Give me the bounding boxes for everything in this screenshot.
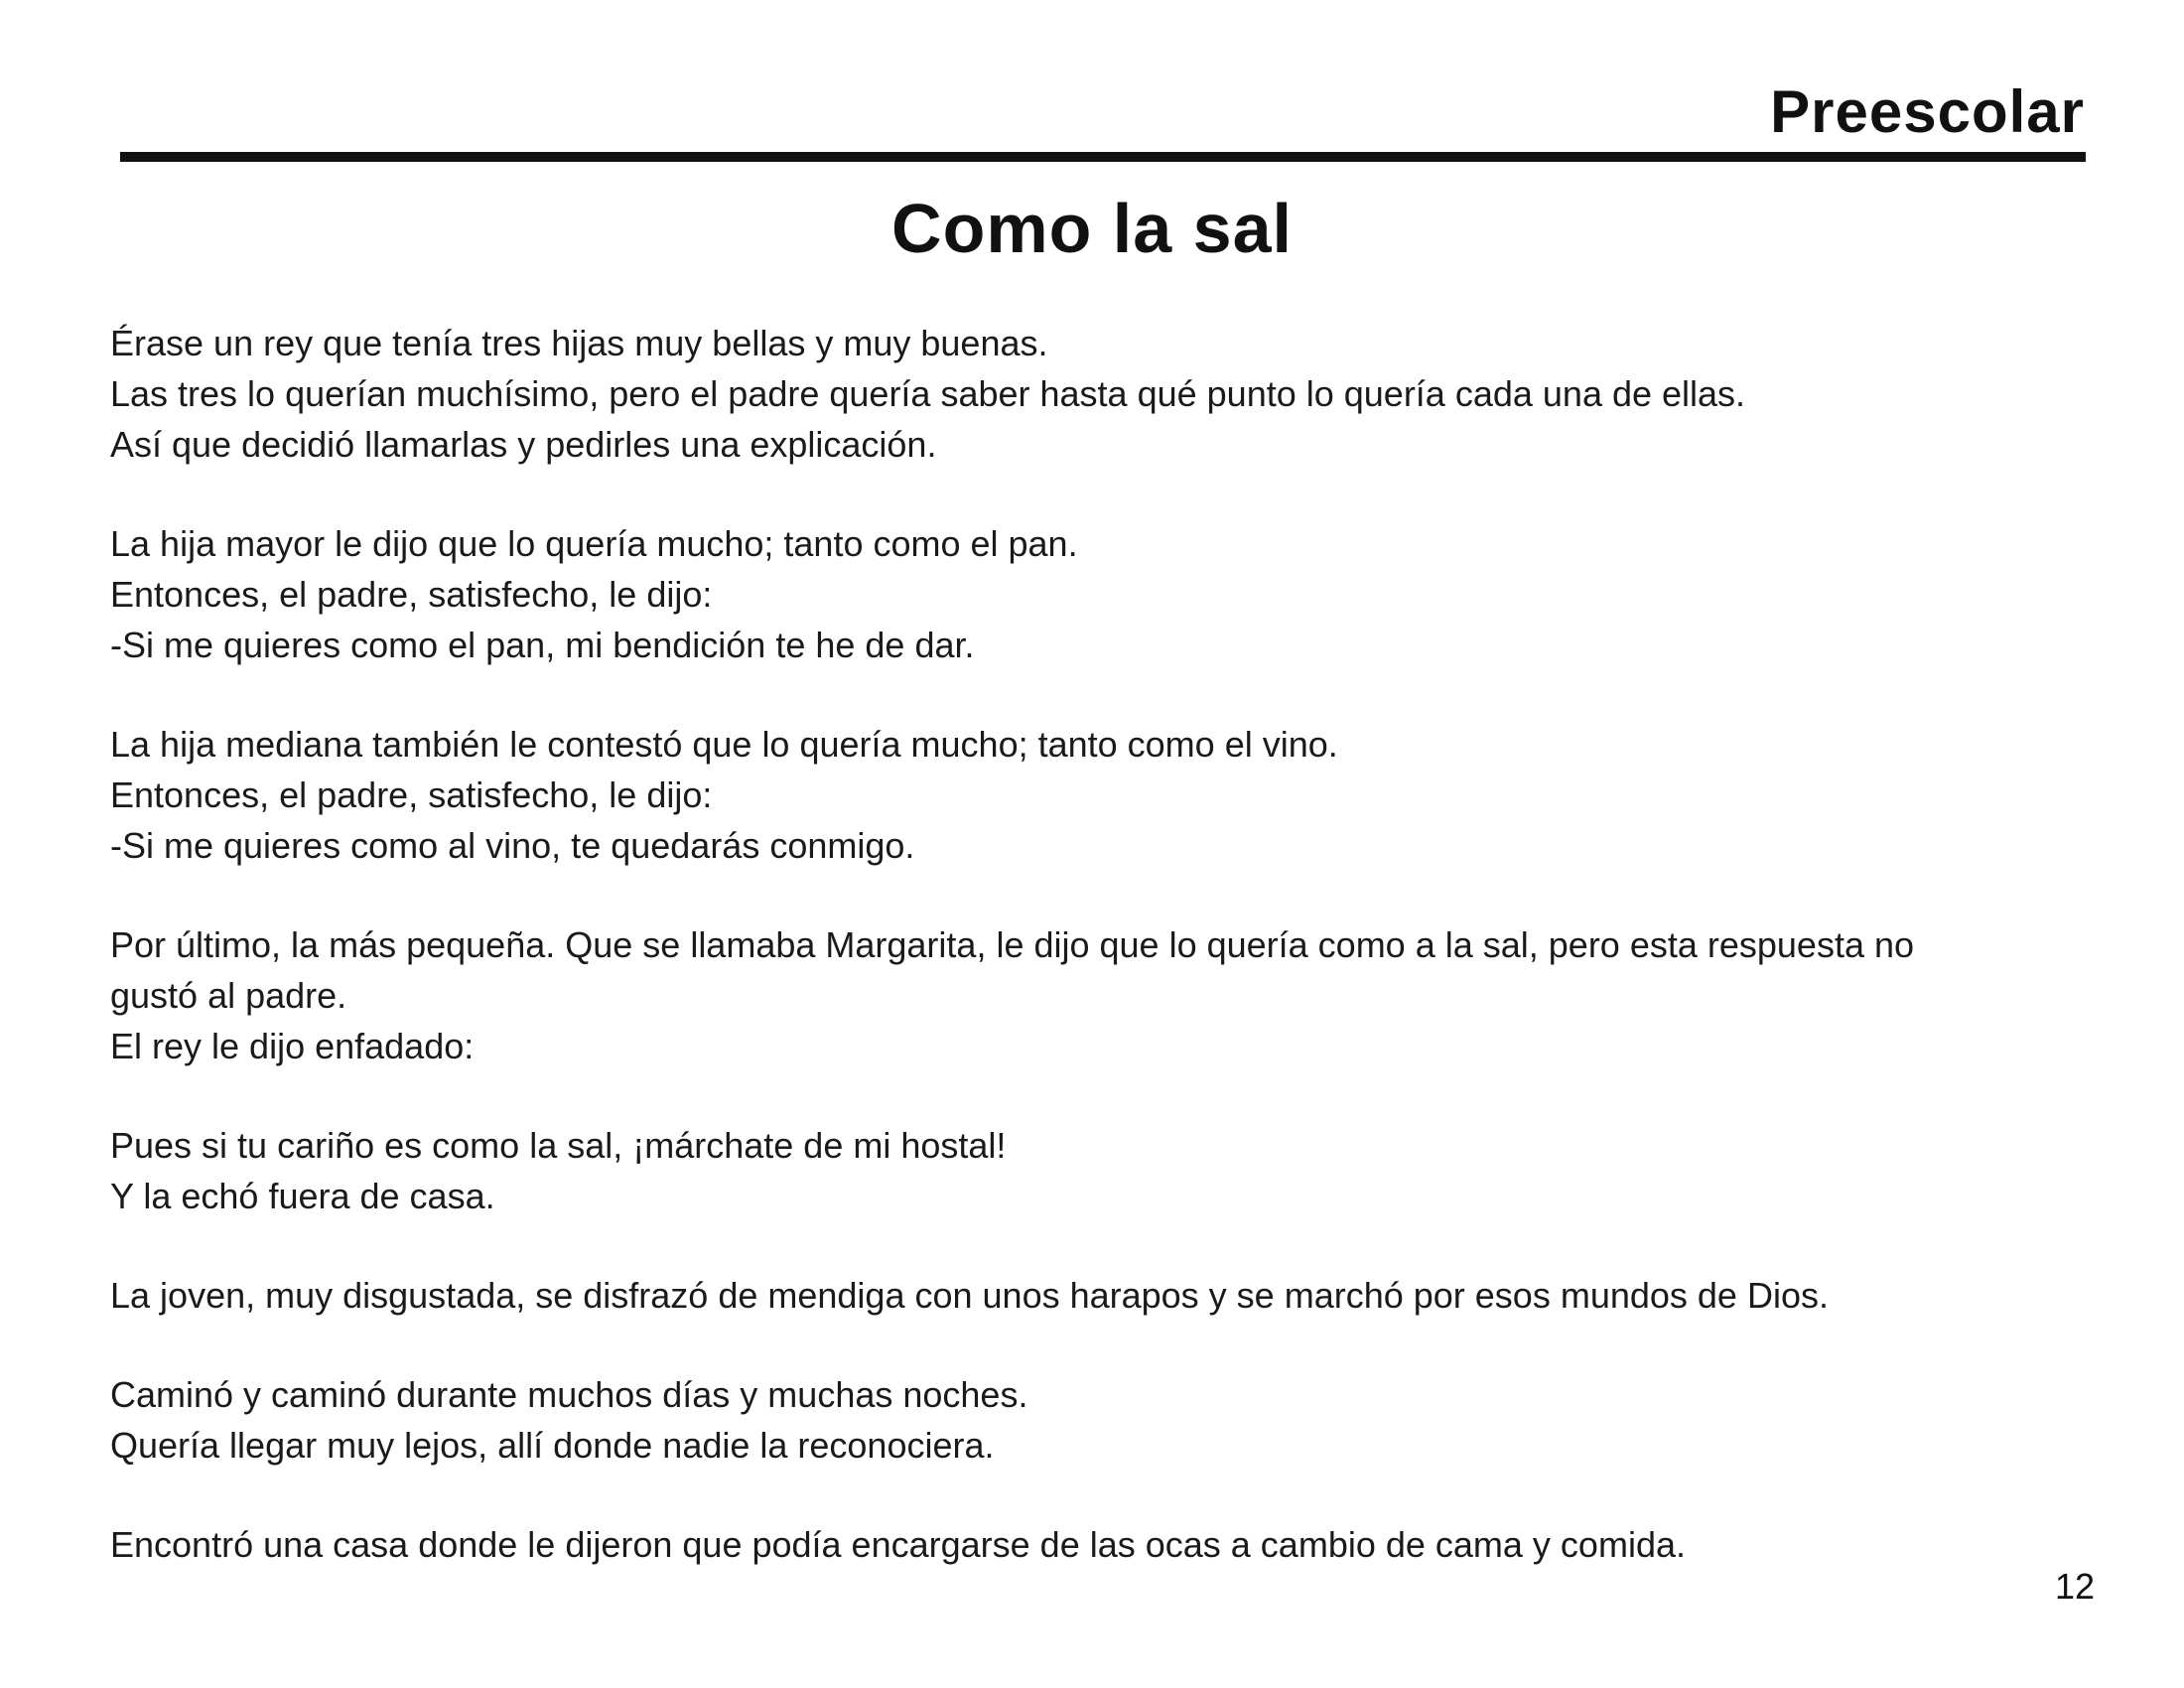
text-line: Así que decidió llamarlas y pedirles una explicación. xyxy=(110,424,937,465)
text-line: La hija mediana también le contestó que lo quería mucho; tanto como el vino. xyxy=(110,724,1338,765)
text-line: Caminó y caminó durante muchos días y muchas noches. xyxy=(110,1374,1028,1415)
text-line: Y la echó fuera de casa. xyxy=(110,1176,495,1216)
text-line: Pues si tu cariño es como la sal, ¡márchate de mi hostal! xyxy=(110,1125,1007,1166)
paragraph xyxy=(110,719,2096,871)
text-line: -Si me quieres como al vino, te quedarás conmigo. xyxy=(110,825,915,866)
text-line: Entonces, el padre, satisfecho, le dijo: xyxy=(110,574,713,615)
section-label: Preescolar xyxy=(1770,78,2085,145)
paragraph xyxy=(110,1120,2096,1221)
text-line: Por último, la más pequeña. Que se llamaba Margarita, le dijo que lo quería como a la sal, pero esta respuesta no xyxy=(110,924,1915,965)
text-line: Encontró una casa donde le dijeron que podía encargarse de las ocas a cambio de cama y comida. xyxy=(110,1524,1686,1565)
paragraph xyxy=(110,518,2096,670)
page-number: 12 xyxy=(2054,1566,2095,1607)
paragraph xyxy=(110,1519,2096,1570)
text-line: Entonces, el padre, satisfecho, le dijo: xyxy=(110,774,713,815)
page-title: Como la sal xyxy=(891,190,1293,267)
paragraph xyxy=(110,1270,2096,1321)
text-line: La joven, muy disgustada, se disfrazó de mendiga con unos harapos y se marchó por esos mundos de Dios. xyxy=(110,1275,1829,1316)
paragraph xyxy=(110,1369,2096,1471)
text-line: El rey le dijo enfadado: xyxy=(110,1026,475,1066)
header-divider xyxy=(120,152,2086,162)
text-line: gustó al padre. xyxy=(110,975,347,1016)
paragraph xyxy=(110,318,2096,470)
text-line: Las tres lo querían muchísimo, pero el padre quería saber hasta qué punto lo quería cada una de ellas. xyxy=(110,373,1746,414)
paragraph xyxy=(110,919,2096,1071)
text-line: Érase un rey que tenía tres hijas muy bellas y muy buenas. xyxy=(110,323,1048,363)
text-line: Quería llegar muy lejos, allí donde nadie la reconociera. xyxy=(110,1425,995,1466)
story-body xyxy=(110,318,2096,1618)
text-line: La hija mayor le dijo que lo quería mucho; tanto como el pan. xyxy=(110,523,1078,564)
text-line: -Si me quieres como el pan, mi bendición te he de dar. xyxy=(110,625,975,665)
